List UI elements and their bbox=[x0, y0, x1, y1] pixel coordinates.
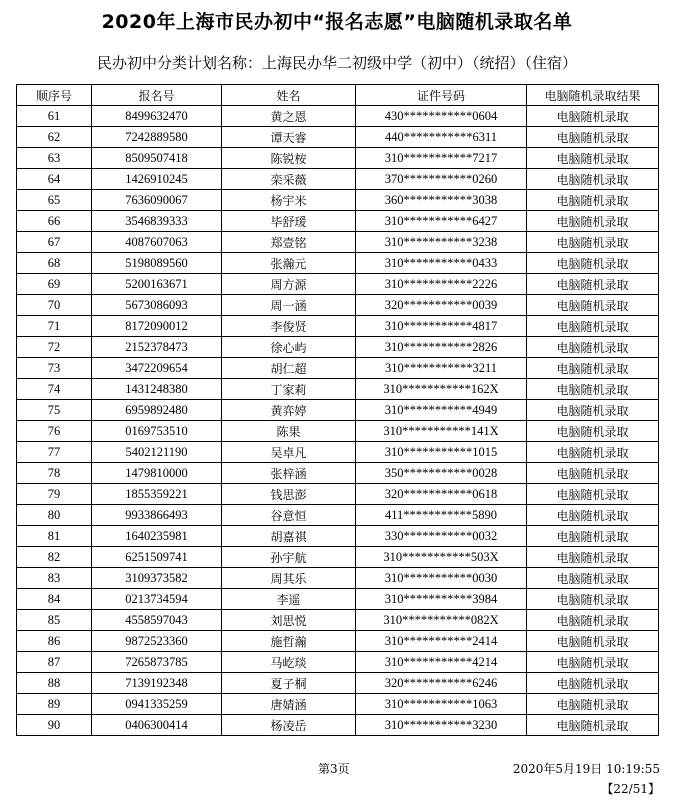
cell-id-number: 310***********2226 bbox=[356, 274, 527, 295]
cell-id-number: 411***********5890 bbox=[356, 505, 527, 526]
cell-name: 张瀚元 bbox=[222, 253, 356, 274]
cell-sequence-no: 70 bbox=[17, 295, 92, 316]
cell-name: 杨宇米 bbox=[222, 190, 356, 211]
cell-name: 栾采薇 bbox=[222, 169, 356, 190]
cell-result: 电脑随机录取 bbox=[527, 694, 659, 715]
cell-sequence-no: 74 bbox=[17, 379, 92, 400]
cell-registration-no: 0941335259 bbox=[92, 694, 222, 715]
cell-registration-no: 4087607063 bbox=[92, 232, 222, 253]
cell-id-number: 320***********0618 bbox=[356, 484, 527, 505]
cell-result: 电脑随机录取 bbox=[527, 547, 659, 568]
cell-name: 李俊贤 bbox=[222, 316, 356, 337]
cell-sequence-no: 85 bbox=[17, 610, 92, 631]
cell-name: 谷意恒 bbox=[222, 505, 356, 526]
cell-registration-no: 7242889580 bbox=[92, 127, 222, 148]
cell-sequence-no: 89 bbox=[17, 694, 92, 715]
table-row bbox=[17, 253, 659, 274]
cell-sequence-no: 76 bbox=[17, 421, 92, 442]
cell-result: 电脑随机录取 bbox=[527, 211, 659, 232]
cell-id-number: 430***********0604 bbox=[356, 106, 527, 127]
header-id-number: 证件号码 bbox=[356, 85, 527, 106]
cell-result: 电脑随机录取 bbox=[527, 148, 659, 169]
cell-name: 周一涵 bbox=[222, 295, 356, 316]
cell-registration-no: 9933866493 bbox=[92, 505, 222, 526]
table-row bbox=[17, 631, 659, 652]
admission-table bbox=[16, 84, 659, 736]
cell-id-number: 330***********0032 bbox=[356, 526, 527, 547]
cell-id-number: 310***********4949 bbox=[356, 400, 527, 421]
cell-id-number: 350***********0028 bbox=[356, 463, 527, 484]
cell-id-number: 310***********3230 bbox=[356, 715, 527, 736]
cell-name: 张梓涵 bbox=[222, 463, 356, 484]
cell-name: 杨凌岳 bbox=[222, 715, 356, 736]
cell-id-number: 310***********1063 bbox=[356, 694, 527, 715]
cell-registration-no: 4558597043 bbox=[92, 610, 222, 631]
cell-id-number: 310***********162X bbox=[356, 379, 527, 400]
cell-sequence-no: 79 bbox=[17, 484, 92, 505]
table-row bbox=[17, 442, 659, 463]
cell-result: 电脑随机录取 bbox=[527, 379, 659, 400]
header-name: 姓名 bbox=[222, 85, 356, 106]
cell-registration-no: 7636090067 bbox=[92, 190, 222, 211]
cell-registration-no: 1640235981 bbox=[92, 526, 222, 547]
table-row bbox=[17, 274, 659, 295]
cell-name: 郑壹铭 bbox=[222, 232, 356, 253]
table-row bbox=[17, 148, 659, 169]
cell-result: 电脑随机录取 bbox=[527, 526, 659, 547]
cell-sequence-no: 67 bbox=[17, 232, 92, 253]
cell-registration-no: 8172090012 bbox=[92, 316, 222, 337]
cell-registration-no: 6959892480 bbox=[92, 400, 222, 421]
cell-registration-no: 0169753510 bbox=[92, 421, 222, 442]
cell-name: 陈果 bbox=[222, 421, 356, 442]
cell-registration-no: 8509507418 bbox=[92, 148, 222, 169]
cell-id-number: 320***********6246 bbox=[356, 673, 527, 694]
cell-registration-no: 1479810000 bbox=[92, 463, 222, 484]
cell-registration-no: 5198089560 bbox=[92, 253, 222, 274]
table-row bbox=[17, 295, 659, 316]
cell-id-number: 310***********3211 bbox=[356, 358, 527, 379]
cell-sequence-no: 66 bbox=[17, 211, 92, 232]
cell-name: 刘思悦 bbox=[222, 610, 356, 631]
page-number: 第3页 bbox=[318, 762, 350, 776]
cell-name: 谭天睿 bbox=[222, 127, 356, 148]
cell-result: 电脑随机录取 bbox=[527, 295, 659, 316]
cell-registration-no: 1855359221 bbox=[92, 484, 222, 505]
cell-registration-no: 3109373582 bbox=[92, 568, 222, 589]
cell-registration-no: 8499632470 bbox=[92, 106, 222, 127]
cell-name: 周方源 bbox=[222, 274, 356, 295]
cell-result: 电脑随机录取 bbox=[527, 715, 659, 736]
table-row bbox=[17, 463, 659, 484]
cell-result: 电脑随机录取 bbox=[527, 589, 659, 610]
cell-name: 李遥 bbox=[222, 589, 356, 610]
cell-result: 电脑随机录取 bbox=[527, 274, 659, 295]
cell-name: 毕舒瑗 bbox=[222, 211, 356, 232]
cell-name: 夏子桐 bbox=[222, 673, 356, 694]
cell-registration-no: 3472209654 bbox=[92, 358, 222, 379]
cell-registration-no: 3546839333 bbox=[92, 211, 222, 232]
cell-result: 电脑随机录取 bbox=[527, 631, 659, 652]
cell-sequence-no: 61 bbox=[17, 106, 92, 127]
cell-registration-no: 1431248380 bbox=[92, 379, 222, 400]
cell-result: 电脑随机录取 bbox=[527, 484, 659, 505]
cell-registration-no: 5673086093 bbox=[92, 295, 222, 316]
cell-registration-no: 7265873785 bbox=[92, 652, 222, 673]
cell-result: 电脑随机录取 bbox=[527, 127, 659, 148]
table-row bbox=[17, 526, 659, 547]
plan-name-subtitle: 民办初中分类计划名称：上海民办华二初级中学（初中）（统招）（住宿） bbox=[96, 54, 577, 72]
cell-name: 钱思澎 bbox=[222, 484, 356, 505]
cell-sequence-no: 72 bbox=[17, 337, 92, 358]
cell-result: 电脑随机录取 bbox=[527, 505, 659, 526]
cell-result: 电脑随机录取 bbox=[527, 106, 659, 127]
cell-sequence-no: 63 bbox=[17, 148, 92, 169]
cell-name: 唐婧涵 bbox=[222, 694, 356, 715]
cell-sequence-no: 65 bbox=[17, 190, 92, 211]
cell-sequence-no: 71 bbox=[17, 316, 92, 337]
cell-result: 电脑随机录取 bbox=[527, 421, 659, 442]
cell-sequence-no: 64 bbox=[17, 169, 92, 190]
cell-result: 电脑随机录取 bbox=[527, 190, 659, 211]
table-row bbox=[17, 715, 659, 736]
cell-result: 电脑随机录取 bbox=[527, 337, 659, 358]
header-registration-no: 报名号 bbox=[92, 85, 222, 106]
table-row bbox=[17, 484, 659, 505]
table-row bbox=[17, 379, 659, 400]
cell-sequence-no: 82 bbox=[17, 547, 92, 568]
cell-registration-no: 5200163671 bbox=[92, 274, 222, 295]
cell-registration-no: 7139192348 bbox=[92, 673, 222, 694]
cell-id-number: 310***********141X bbox=[356, 421, 527, 442]
cell-sequence-no: 88 bbox=[17, 673, 92, 694]
cell-sequence-no: 78 bbox=[17, 463, 92, 484]
cell-id-number: 310***********0433 bbox=[356, 253, 527, 274]
cell-result: 电脑随机录取 bbox=[527, 568, 659, 589]
cell-result: 电脑随机录取 bbox=[527, 442, 659, 463]
cell-sequence-no: 80 bbox=[17, 505, 92, 526]
cell-result: 电脑随机录取 bbox=[527, 463, 659, 484]
print-timestamp: 2020年5月19日 10:19:55 bbox=[512, 762, 660, 776]
table-row bbox=[17, 337, 659, 358]
table-row bbox=[17, 694, 659, 715]
cell-sequence-no: 69 bbox=[17, 274, 92, 295]
table-row bbox=[17, 400, 659, 421]
cell-sequence-no: 87 bbox=[17, 652, 92, 673]
table-header-row bbox=[17, 85, 659, 106]
cell-registration-no: 5402121190 bbox=[92, 442, 222, 463]
cell-registration-no: 9872523360 bbox=[92, 631, 222, 652]
cell-id-number: 320***********0039 bbox=[356, 295, 527, 316]
cell-name: 马屹琰 bbox=[222, 652, 356, 673]
cell-registration-no: 0406300414 bbox=[92, 715, 222, 736]
cell-sequence-no: 68 bbox=[17, 253, 92, 274]
table-body bbox=[17, 106, 659, 736]
cell-id-number: 310***********7217 bbox=[356, 148, 527, 169]
sheet-index: 【22/51】 bbox=[601, 782, 660, 796]
cell-name: 黄之恩 bbox=[222, 106, 356, 127]
cell-id-number: 310***********4214 bbox=[356, 652, 527, 673]
cell-id-number: 310***********503X bbox=[356, 547, 527, 568]
cell-result: 电脑随机录取 bbox=[527, 316, 659, 337]
cell-id-number: 310***********3984 bbox=[356, 589, 527, 610]
table-row bbox=[17, 169, 659, 190]
table-row bbox=[17, 106, 659, 127]
cell-name: 胡仁超 bbox=[222, 358, 356, 379]
cell-id-number: 310***********6427 bbox=[356, 211, 527, 232]
cell-registration-no: 2152378473 bbox=[92, 337, 222, 358]
cell-id-number: 310***********3238 bbox=[356, 232, 527, 253]
cell-registration-no: 0213734594 bbox=[92, 589, 222, 610]
cell-id-number: 310***********2414 bbox=[356, 631, 527, 652]
cell-name: 黄弈婷 bbox=[222, 400, 356, 421]
cell-id-number: 310***********2826 bbox=[356, 337, 527, 358]
cell-result: 电脑随机录取 bbox=[527, 358, 659, 379]
cell-registration-no: 6251509741 bbox=[92, 547, 222, 568]
cell-name: 施哲瀚 bbox=[222, 631, 356, 652]
table-row bbox=[17, 568, 659, 589]
cell-id-number: 310***********082X bbox=[356, 610, 527, 631]
cell-result: 电脑随机录取 bbox=[527, 232, 659, 253]
cell-id-number: 310***********1015 bbox=[356, 442, 527, 463]
table-row bbox=[17, 547, 659, 568]
header-sequence-no: 顺序号 bbox=[17, 85, 92, 106]
cell-sequence-no: 84 bbox=[17, 589, 92, 610]
table-row bbox=[17, 232, 659, 253]
cell-result: 电脑随机录取 bbox=[527, 400, 659, 421]
cell-sequence-no: 73 bbox=[17, 358, 92, 379]
cell-sequence-no: 81 bbox=[17, 526, 92, 547]
cell-id-number: 310***********0030 bbox=[356, 568, 527, 589]
cell-name: 丁家莉 bbox=[222, 379, 356, 400]
table-row bbox=[17, 589, 659, 610]
cell-result: 电脑随机录取 bbox=[527, 610, 659, 631]
cell-sequence-no: 75 bbox=[17, 400, 92, 421]
cell-result: 电脑随机录取 bbox=[527, 673, 659, 694]
cell-id-number: 440***********6311 bbox=[356, 127, 527, 148]
header-result: 电脑随机录取结果 bbox=[527, 85, 659, 106]
cell-sequence-no: 86 bbox=[17, 631, 92, 652]
cell-sequence-no: 77 bbox=[17, 442, 92, 463]
cell-name: 胡嘉祺 bbox=[222, 526, 356, 547]
cell-id-number: 360***********3038 bbox=[356, 190, 527, 211]
table-row bbox=[17, 127, 659, 148]
table-row bbox=[17, 211, 659, 232]
cell-result: 电脑随机录取 bbox=[527, 652, 659, 673]
cell-name: 陈锐桉 bbox=[222, 148, 356, 169]
cell-name: 吴卓凡 bbox=[222, 442, 356, 463]
table-row bbox=[17, 358, 659, 379]
cell-id-number: 370***********0260 bbox=[356, 169, 527, 190]
table-row bbox=[17, 316, 659, 337]
table-row bbox=[17, 673, 659, 694]
page-title: 2020年上海市民办初中“报名志愿”电脑随机录取名单 bbox=[101, 11, 573, 33]
cell-sequence-no: 90 bbox=[17, 715, 92, 736]
cell-result: 电脑随机录取 bbox=[527, 169, 659, 190]
cell-name: 孙宇航 bbox=[222, 547, 356, 568]
cell-sequence-no: 83 bbox=[17, 568, 92, 589]
cell-name: 周其乐 bbox=[222, 568, 356, 589]
table-row bbox=[17, 505, 659, 526]
table-row bbox=[17, 610, 659, 631]
table-row bbox=[17, 421, 659, 442]
cell-name: 徐心屿 bbox=[222, 337, 356, 358]
table-row bbox=[17, 190, 659, 211]
cell-id-number: 310***********4817 bbox=[356, 316, 527, 337]
cell-result: 电脑随机录取 bbox=[527, 253, 659, 274]
cell-sequence-no: 62 bbox=[17, 127, 92, 148]
cell-registration-no: 1426910245 bbox=[92, 169, 222, 190]
table-row bbox=[17, 652, 659, 673]
